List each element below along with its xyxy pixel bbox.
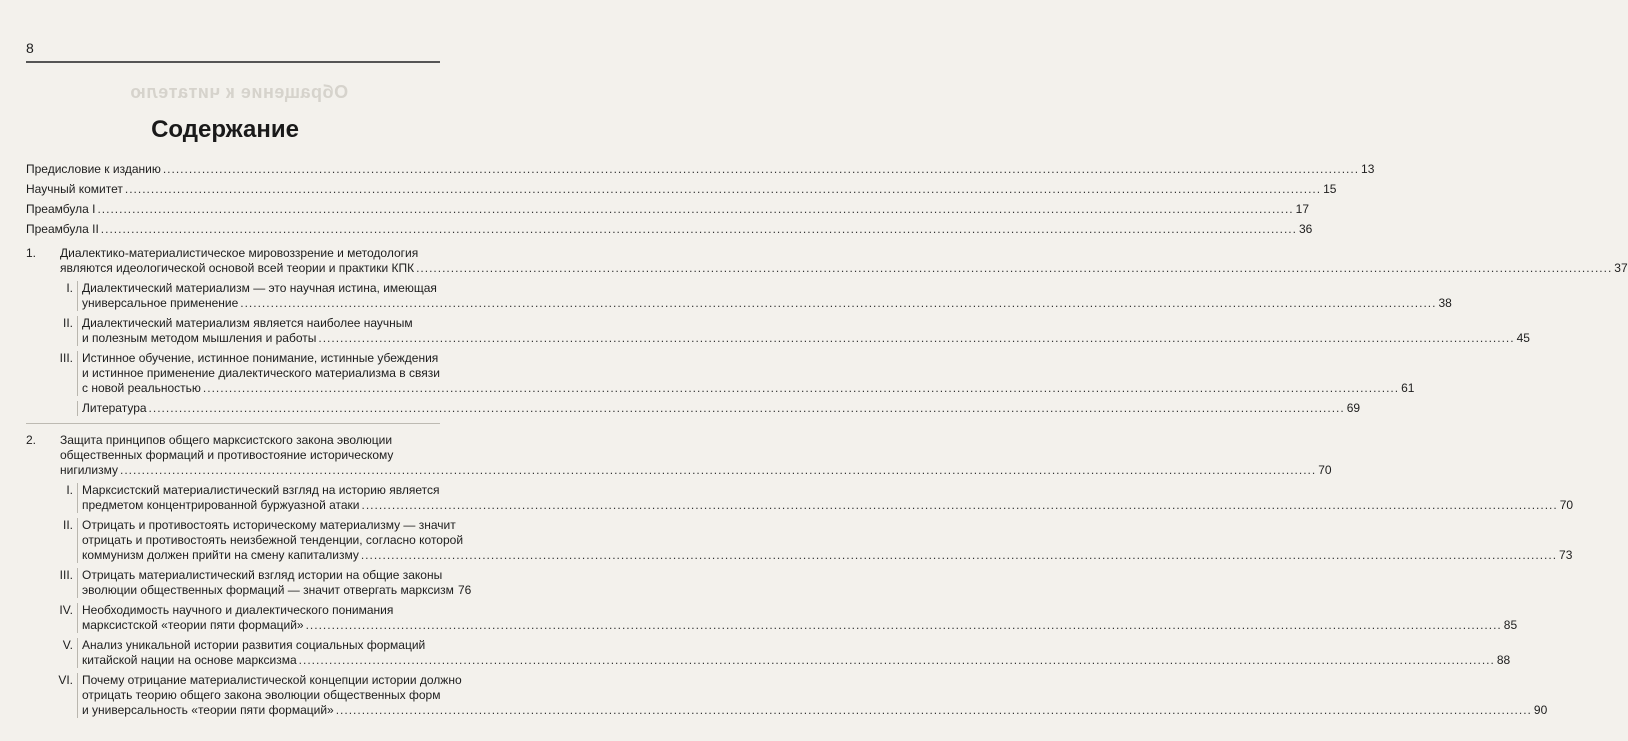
entry-title-line: Необходимость научного и диалектического понимания [82,603,394,617]
page-title: Содержание [151,116,299,143]
leader-dots [416,261,1612,276]
header-rule [26,61,440,63]
toc-entry-row [82,653,1511,668]
section-number: 2. [26,433,37,447]
leader-dots [97,202,1293,217]
page-ref: 90 [1533,703,1548,717]
entry-title-line: китайской нации на основе марксизма [82,653,297,667]
entry-title-line: и полезным методом мышления и работы [82,331,317,345]
toc-entry-row [77,401,1361,416]
page-ref: 70 [1559,498,1574,512]
leader-dots [362,498,1558,513]
toc-entry [26,222,1313,237]
entry-title-line: коммунизм должен прийти на смену капитализму [82,548,359,562]
leader-dots [203,381,1399,396]
page-ref: 76 [457,583,472,597]
page-ref: 36 [1298,222,1313,236]
entry-title-line: Литература [82,401,147,415]
entry-title-line: и универсальность «теории пяти формаций» [82,703,334,717]
table-of-contents [26,162,1628,718]
page-ref: 37 [1614,261,1628,275]
entry-text [77,281,1452,311]
entry-title-line: отрицать теорию общего закона эволюции общественных форм [82,688,441,702]
toc-entry [26,202,1309,217]
entry-text [77,603,1518,633]
section-divider [26,423,440,424]
leader-dots [336,703,1532,718]
toc-subsection [26,638,1511,668]
toc-section [26,246,1628,276]
entry-title-line: эволюции общественных формаций — значит отвергать марксизм [82,583,454,597]
entry-text [60,246,1628,276]
entry-title-line: Научный комитет [26,182,123,196]
entry-title-line: Преамбула I [26,202,96,216]
toc-entry-row [26,182,1337,197]
leader-dots [361,548,1557,563]
toc-entry-row [82,296,1452,311]
entry-text [77,518,1573,563]
toc-subsection [26,518,1573,563]
leader-dots [306,618,1502,633]
leader-dots [125,182,1321,197]
entry-title-line: марксистской «теории пяти формаций» [82,618,304,632]
entry-title-line: Диалектический материализм является наиболее научным [82,316,413,330]
subsection-number: V. [62,638,73,652]
toc-entry-row [82,618,1518,633]
entry-title-line: Марксистский материалистический взгляд на историю является [82,483,440,497]
toc-entry-row [26,202,1309,217]
entry-title-line: универсальное применение [82,296,239,310]
entry-title-line: Преамбула II [26,222,99,236]
entry-text [77,638,1511,668]
entry-title-line: предметом концентрированной буржуазной атаки [82,498,360,512]
page-ref: 73 [1559,548,1573,562]
toc-entry [26,182,1337,197]
page-ref: 61 [1401,381,1415,395]
toc-entry-row [82,548,1573,563]
subsection-number: I. [66,281,73,295]
toc-entry-row [60,463,1332,478]
toc-entry-row [26,162,1375,177]
leader-dots [149,401,1345,416]
entry-title-line: Диалектический материализм — это научная истина, имеющая [82,281,437,295]
entry-title-line: Отрицать материалистический взгляд истории на общие законы [82,568,443,582]
subsection-number: IV. [59,603,73,617]
toc-subsection [26,281,1452,311]
entry-title-line: Анализ уникальной истории развития социальных формаций [82,638,426,652]
toc-subsection [26,483,1574,513]
toc-entry-row [82,583,472,598]
toc-entry-row [60,261,1628,276]
entry-title-line: и истинное применение диалектического материализма в связи [82,366,440,380]
toc-subsection [26,568,472,598]
entry-text [77,568,472,598]
entry-text [77,351,1415,396]
page-ref: 13 [1361,162,1375,176]
toc-subsection [26,603,1518,633]
subsection-number: II. [62,316,73,330]
leader-dots [120,463,1316,478]
entry-title-line: Отрицать и противостоять историческому материализму — значит [82,518,456,532]
toc-subsection [26,351,1415,396]
leader-dots [318,331,1514,346]
leader-dots [240,296,1436,311]
entry-title-line: Почему отрицание материалистической концепции истории должно [82,673,462,687]
toc-subsection [26,673,1548,718]
entry-text [60,433,1332,478]
subsection-number: III. [59,351,73,365]
toc-entry-row [26,222,1313,237]
entry-text [77,483,1574,513]
section-number: 1. [26,246,37,260]
page-ref: 15 [1323,182,1337,196]
entry-title-line: с новой реальностью [82,381,201,395]
entry-title-line: отрицать и противостоять неизбежной тенденции, согласно которой [82,533,464,547]
entry-title-line: общественных формаций и противостояние историческому [60,448,394,462]
leader-dots [299,653,1495,668]
toc-literature [26,401,1361,416]
page-ref: 70 [1318,463,1332,477]
subsection-number: III. [59,568,73,582]
page-number: 8 [26,40,34,56]
page-ref: 88 [1496,653,1511,667]
toc-section [26,433,1332,478]
subsection-number: VI. [58,673,73,687]
entry-title-line: Истинное обучение, истинное понимание, истинные убеждения [82,351,439,365]
toc-entry-row [82,498,1574,513]
entry-title-line: Защита принципов общего марксистского закона эволюции [60,433,393,447]
page-ref: 69 [1346,401,1361,415]
page-ref: 38 [1438,296,1452,310]
toc-entry-row [82,381,1415,396]
subsection-number: II. [62,518,73,532]
toc-entry-row [82,703,1548,718]
leader-dots [101,222,1297,237]
bleed-through-text: Обращение к читателю [129,82,349,102]
page-ref: 45 [1516,331,1530,345]
entry-text [77,316,1530,346]
entry-title-line: Диалектико-материалистическое мировоззрение и методология [60,246,419,260]
page-ref: 85 [1503,618,1518,632]
entry-title-line: Предисловие к изданию [26,162,161,176]
page-ref: 17 [1295,202,1309,216]
toc-subsection [26,316,1530,346]
toc-entry-row [82,331,1530,346]
entry-title-line: являются идеологической основой всей теории и практики КПК [60,261,415,275]
subsection-number: I. [66,483,73,497]
leader-dots [163,162,1359,177]
entry-title-line: нигилизму [60,463,119,477]
toc-entry [26,162,1375,177]
entry-text [77,673,1548,718]
